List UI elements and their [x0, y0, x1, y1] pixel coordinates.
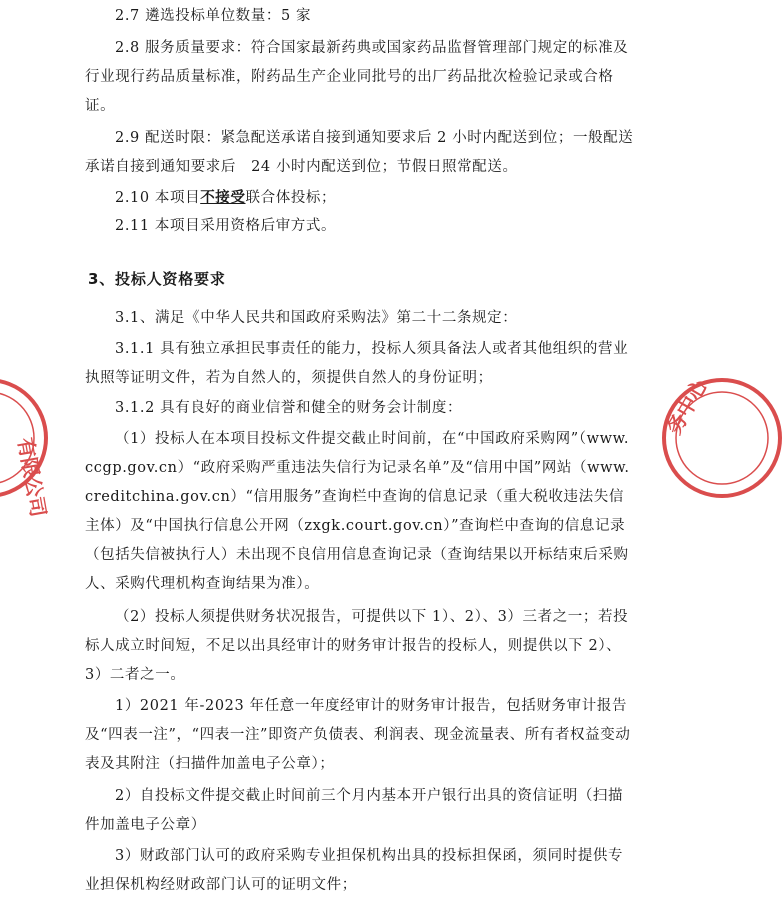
clause-3-1-1: 3.1.1 具有独立承担民事责任的能力，投标人须具备法人或者其他组织的营业执照等证明文件，若为自然人的，须提供自然人的身份证明； — [85, 341, 629, 386]
requirement-item-1: （1）投标人在本项目投标文件提交截止时间前，在“中国政府采购网”（www.ccgp.gov.cn）“政府采购严重违法失信行为记录名单”及“信用中国”网站（www.creditchina.gov.cn）“信用服务”查询栏中查询的信息记录（重大税收违法失信主体）及“中国执行信息公开网（zxgk.court.gov.cn）”查询栏中查询的信息记录（包括失信被执行人）未出现不良信用信息查询记录（查询结果以开标结束后采购人、采购代理机构查询结果为准）。 — [85, 431, 630, 592]
clause-2-8: 2.8 服务质量要求：符合国家最新药典或国家药品监督管理部门规定的标准及行业现行药品质量标准，附药品生产企业同批号的出厂药品批次检验记录或合格证。 — [85, 40, 629, 114]
seal-ring-icon — [661, 374, 778, 494]
section-heading-3: 3、投标人资格要求 — [88, 270, 226, 288]
svg-text:有限公司: 有限公司 — [13, 435, 51, 519]
clause-2-10-prefix: 2.10 本项目 — [115, 190, 201, 206]
sub-item-2: 2）自投标文件提交截止时间前三个月内基本开户银行出具的资信证明（扫描件加盖电子公章） — [85, 788, 624, 833]
clause-2-9: 2.9 配送时限：紧急配送承诺自接到通知要求后 2 小时内配送到位；一般配送承诺自接到通知要求后 24 小时内配送到位；节假日照常配送。 — [85, 130, 634, 175]
seal-ring-icon — [0, 382, 51, 519]
clause-2-10-emphasis: 不接受 — [200, 189, 246, 206]
clause-2-10 — [85, 183, 635, 213]
agency-seal-stamp — [661, 374, 782, 498]
sub-item-1: 1）2021 年-2023 年任意一年度经审计的财务审计报告，包括财务审计报告及“四表一注”，“四表一注”即资产负债表、利润表、现金流量表、所有者权益变动表及其附注（扫描件加盖电子公章）； — [85, 698, 631, 772]
clause-2-7: 2.7 遴选投标单位数量：5 家 — [115, 8, 312, 24]
svg-text:务中心: 务中心 — [661, 374, 713, 439]
sub-item-3: 3）财政部门认可的政府采购专业担保机构出具的投标担保函，须同时提供专业担保机构经财政部门认可的证明文件； — [85, 848, 624, 893]
clause-2-10-suffix: 联合体投标； — [245, 190, 337, 206]
clause-3-1: 3.1、满足《中华人民共和国政府采购法》第二十二条规定： — [115, 310, 518, 326]
company-seal-stamp — [0, 378, 51, 519]
clause-2-11: 2.11 本项目采用资格后审方式。 — [115, 218, 337, 234]
requirement-item-2: （2）投标人须提供财务状况报告，可提供以下 1）、2）、3）三者之一；若投标人成立时间短，不足以出具经审计的财务审计报告的投标人，则提供以下 2）、3）二者之一。 — [85, 609, 629, 683]
clause-3-1-2: 3.1.2 具有良好的商业信誉和健全的财务会计制度： — [115, 400, 463, 416]
